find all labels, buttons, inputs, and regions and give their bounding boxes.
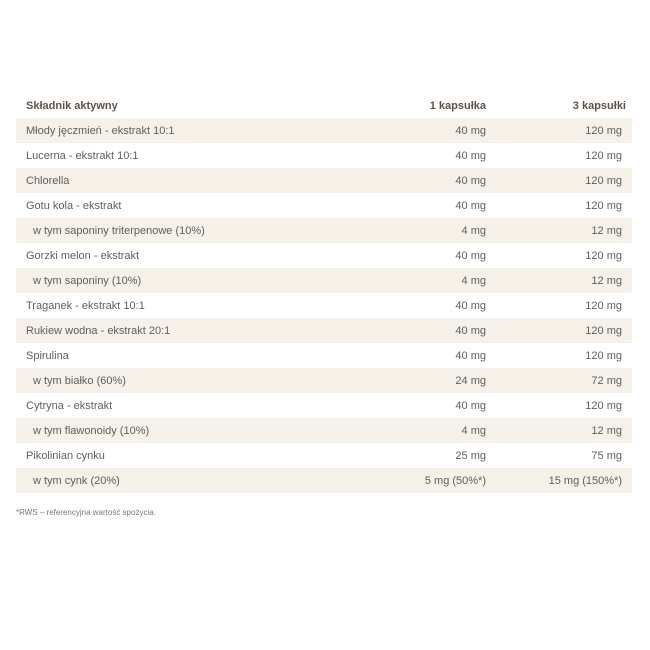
ingredient-name: Chlorella xyxy=(16,168,382,193)
amount-one-capsule: 40 mg xyxy=(382,243,492,268)
amount-three-capsules: 12 mg xyxy=(492,268,632,293)
ingredient-name: Cytryna - ekstrakt xyxy=(16,393,382,418)
table-row xyxy=(16,418,632,443)
table-row xyxy=(16,318,632,343)
ingredient-name: Młody jęczmień - ekstrakt 10:1 xyxy=(16,118,382,143)
ingredient-name: w tym saponiny triterpenowe (10%) xyxy=(16,218,382,243)
amount-three-capsules: 120 mg xyxy=(492,193,632,218)
amount-one-capsule: 4 mg xyxy=(382,418,492,443)
amount-three-capsules: 12 mg xyxy=(492,218,632,243)
amount-three-capsules: 75 mg xyxy=(492,443,632,468)
table-row xyxy=(16,468,632,493)
amount-one-capsule: 24 mg xyxy=(382,368,492,393)
amount-one-capsule: 40 mg xyxy=(382,393,492,418)
amount-one-capsule: 40 mg xyxy=(382,318,492,343)
table-row xyxy=(16,118,632,143)
amount-one-capsule: 40 mg xyxy=(382,343,492,368)
amount-three-capsules: 15 mg (150%*) xyxy=(492,468,632,493)
footnote: *RWS – referencyjna wartość spożycia. xyxy=(16,508,156,517)
ingredient-name: Lucerna - ekstrakt 10:1 xyxy=(16,143,382,168)
table-row xyxy=(16,168,632,193)
amount-one-capsule: 40 mg xyxy=(382,143,492,168)
amount-three-capsules: 120 mg xyxy=(492,393,632,418)
ingredient-name: w tym saponiny (10%) xyxy=(16,268,382,293)
ingredient-name: Gorzki melon - ekstrakt xyxy=(16,243,382,268)
amount-one-capsule: 40 mg xyxy=(382,293,492,318)
amount-one-capsule: 40 mg xyxy=(382,193,492,218)
table-row xyxy=(16,393,632,418)
amount-three-capsules: 120 mg xyxy=(492,168,632,193)
amount-one-capsule: 40 mg xyxy=(382,168,492,193)
table-row xyxy=(16,193,632,218)
amount-three-capsules: 120 mg xyxy=(492,243,632,268)
ingredient-name: Pikolinian cynku xyxy=(16,443,382,468)
amount-three-capsules: 120 mg xyxy=(492,318,632,343)
header-three-capsules: 3 kapsułki xyxy=(572,99,626,112)
amount-one-capsule: 4 mg xyxy=(382,268,492,293)
supplement-facts xyxy=(16,93,632,493)
ingredient-name: Spirulina xyxy=(16,343,382,368)
header-ingredient: Składnik aktywny xyxy=(26,99,118,112)
amount-one-capsule: 25 mg xyxy=(382,443,492,468)
amount-one-capsule: 5 mg (50%*) xyxy=(382,468,492,493)
ingredient-name: w tym cynk (20%) xyxy=(16,468,382,493)
ingredient-name: Rukiew wodna - ekstrakt 20:1 xyxy=(16,318,382,343)
amount-three-capsules: 120 mg xyxy=(492,118,632,143)
ingredients-table xyxy=(16,93,632,493)
table-header-row xyxy=(16,93,632,118)
table-row xyxy=(16,443,632,468)
table-row xyxy=(16,368,632,393)
amount-three-capsules: 120 mg xyxy=(492,343,632,368)
amount-one-capsule: 4 mg xyxy=(382,218,492,243)
table-row xyxy=(16,268,632,293)
table-row xyxy=(16,293,632,318)
amount-three-capsules: 72 mg xyxy=(492,368,632,393)
ingredient-name: Traganek - ekstrakt 10:1 xyxy=(16,293,382,318)
amount-one-capsule: 40 mg xyxy=(382,118,492,143)
table-row xyxy=(16,218,632,243)
table-row xyxy=(16,343,632,368)
table-body xyxy=(16,118,632,493)
amount-three-capsules: 120 mg xyxy=(492,293,632,318)
ingredient-name: w tym flawonoidy (10%) xyxy=(16,418,382,443)
table-row xyxy=(16,143,632,168)
amount-three-capsules: 120 mg xyxy=(492,143,632,168)
ingredient-name: w tym białko (60%) xyxy=(16,368,382,393)
amount-three-capsules: 12 mg xyxy=(492,418,632,443)
ingredient-name: Gotu kola - ekstrakt xyxy=(16,193,382,218)
table-row xyxy=(16,243,632,268)
header-one-capsule: 1 kapsułka xyxy=(429,99,486,112)
